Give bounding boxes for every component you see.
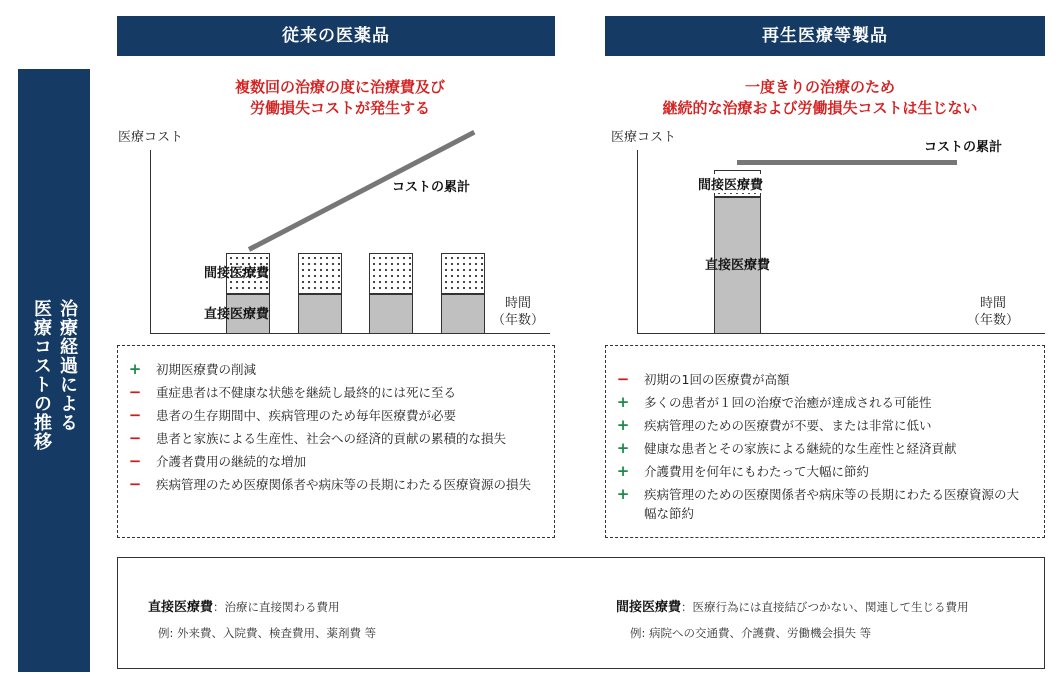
left-list-item	[118, 475, 538, 494]
left-bar4-direct	[441, 294, 485, 334]
right-list-item-text: 初期の1回の医療費が高額	[644, 372, 790, 387]
left-list-item	[118, 406, 538, 425]
left-list-item-text: 初期医療費の削減	[156, 362, 257, 377]
plus-icon: +	[616, 462, 630, 480]
left-list-item-text: 介護者費用の継続的な増加	[156, 454, 307, 469]
header-conventional: 従来の医薬品	[117, 16, 555, 56]
minus-icon: −	[128, 475, 142, 493]
left-x-axis-label-line2: （年数）	[492, 313, 545, 328]
direct-desc: ：治療に直接関わる費用	[213, 600, 340, 614]
right-cumulative-label: コストの累計	[924, 140, 1003, 155]
left-x-axis-label	[492, 295, 544, 329]
left-list-item-text: 疾病管理のため医療関係者や病床等の長期にわたる医療資源の損失	[156, 477, 532, 492]
right-list-item	[606, 462, 1026, 481]
left-x-axis	[150, 333, 550, 334]
left-headline-line1: 複数回の治療の度に治療費及び	[234, 78, 445, 96]
right-x-axis-label-line1: 時間	[980, 296, 1007, 311]
left-bar3-indirect	[369, 253, 413, 294]
left-cumulative-label: コストの累計	[392, 180, 471, 195]
right-list-item-text: 疾病管理のための医療費が不要、または非常に低い	[644, 418, 932, 433]
minus-icon: −	[128, 452, 142, 470]
left-y-axis	[150, 150, 151, 333]
side-label-band	[18, 69, 90, 672]
left-pros-cons-box	[117, 345, 555, 538]
side-label-line2: 医療コストの推移	[31, 299, 52, 451]
right-headline	[600, 77, 1040, 119]
right-cumulative-cost-line	[737, 160, 957, 165]
right-list-item	[606, 370, 1026, 389]
minus-icon: −	[128, 429, 142, 447]
left-list-item	[118, 360, 538, 379]
side-label-line1: 治療経過による	[57, 299, 78, 432]
right-list-item	[606, 393, 1026, 412]
plus-icon: +	[616, 416, 630, 434]
plus-icon: +	[128, 360, 142, 378]
left-bar4-indirect	[441, 253, 485, 294]
left-list-item	[118, 429, 538, 448]
indirect-desc: ：医療行為には直接結びつかない、関連して生じる費用	[681, 600, 969, 614]
left-y-axis-label: 医療コスト	[118, 130, 184, 145]
right-x-axis-label	[967, 295, 1019, 329]
plus-icon: +	[616, 393, 630, 411]
right-list-item-text: 疾病管理のための医療関係者や病床等の長期にわたる医療資源の大幅な節約	[644, 487, 1020, 521]
plus-icon: +	[616, 485, 630, 503]
minus-icon: −	[128, 406, 142, 424]
right-headline-line1: 一度きりの治療のため	[744, 78, 895, 96]
right-list-item	[606, 439, 1026, 458]
indirect-example: 例: 病院への交通費、介護費、労働機会損失 等	[630, 626, 872, 640]
left-x-axis-label-line1: 時間	[505, 296, 532, 311]
right-x-axis	[637, 333, 1045, 334]
direct-term: 直接医療費	[148, 600, 214, 615]
right-pros-cons-box	[605, 345, 1045, 538]
left-list-item	[118, 452, 538, 471]
right-x-axis-label-line2: （年数）	[967, 313, 1020, 328]
left-list-item-text: 患者の生存期間中、疾病管理のため毎年医療費が必要	[156, 408, 457, 423]
definitions-box	[117, 557, 1045, 669]
right-list-item-text: 介護費用を何年にもわたって大幅に節約	[644, 464, 870, 479]
right-list-item	[606, 416, 1026, 435]
left-direct-label: 直接医療費	[204, 307, 270, 322]
left-headline-line2: 労働損失コストが発生する	[249, 99, 430, 117]
right-headline-line2: 継続的な治療および労働損失コストは生じない	[662, 99, 978, 117]
right-pros-cons-list	[606, 370, 1026, 527]
header-regenerative: 再生医療等製品	[605, 16, 1045, 56]
right-y-axis-label: 医療コスト	[611, 130, 677, 145]
right-indirect-label: 間接医療費	[697, 174, 764, 193]
left-list-item	[118, 383, 538, 402]
direct-definition	[148, 596, 340, 615]
right-y-axis	[637, 150, 638, 333]
left-bar3-direct	[369, 294, 413, 334]
left-pros-cons-list	[118, 360, 538, 498]
right-direct-label: 直接医療費	[705, 258, 771, 273]
left-list-item-text: 患者と家族による生産性、社会への経済的貢献の累積的な損失	[156, 431, 507, 446]
right-list-item-text: 多くの患者が１回の治療で治癒が達成される可能性	[644, 395, 932, 410]
plus-icon: +	[616, 439, 630, 457]
right-list-item-text: 健康な患者とその家族による継続的な生産性と経済貢献	[644, 441, 957, 456]
left-bar2-indirect	[298, 253, 342, 294]
indirect-definition	[616, 596, 969, 615]
right-list-item	[606, 485, 1026, 523]
indirect-term: 間接医療費	[616, 600, 682, 615]
left-headline	[150, 77, 530, 119]
minus-icon: −	[616, 370, 630, 388]
left-indirect-label: 間接医療費	[204, 266, 270, 281]
left-list-item-text: 重症患者は不健康な状態を継続し最終的には死に至る	[156, 385, 457, 400]
minus-icon: −	[128, 383, 142, 401]
direct-example: 例: 外来費、入院費、検査費用、薬剤費 等	[158, 626, 377, 640]
left-bar2-direct	[298, 294, 342, 334]
